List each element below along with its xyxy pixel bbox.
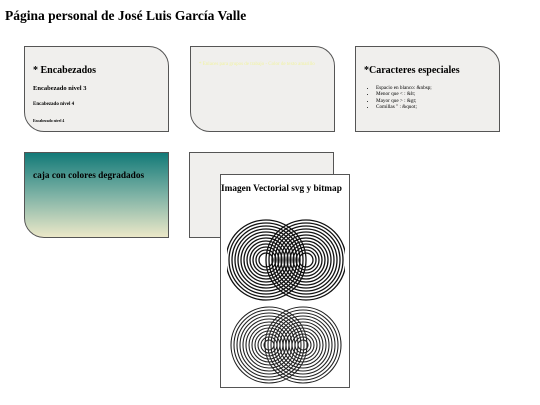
- vector-title: Imagen Vectorial svg y bitmap: [221, 184, 342, 194]
- gradient-title: caja con colores degradados: [33, 171, 145, 181]
- headings-title: * Encabezados: [33, 65, 97, 76]
- list-item: • Mayor que > : &gt;: [376, 98, 432, 104]
- gradient-box: [24, 152, 169, 238]
- special-chars-title: *Caracteres especiales: [364, 65, 460, 76]
- heading-level-4: Encabezado nivel 4: [33, 102, 75, 107]
- special-chars-list: [364, 85, 432, 110]
- list-item: • Menor que < : &lt;: [376, 91, 432, 97]
- list-item: • Espacio en blanco: &nbsp;: [376, 85, 432, 91]
- special-chars-box: [355, 46, 500, 132]
- moire-svg-image: [227, 217, 345, 303]
- moire-bitmap-image: [227, 305, 345, 385]
- links-box: [190, 46, 335, 132]
- page-title: Página personal de José Luis García Valle: [5, 8, 247, 23]
- heading-level-5: Encabezado nivel 4: [33, 119, 65, 123]
- yellow-text-link[interactable]: * Enlaces para grupos de trabajo - Color de texto amarillo: [199, 62, 315, 67]
- headings-box: [24, 46, 169, 132]
- vector-image-box: [220, 174, 350, 388]
- heading-level-3: Encabezado nivel 3: [33, 85, 87, 92]
- list-item: • Comillas " : &quot;: [376, 104, 432, 110]
